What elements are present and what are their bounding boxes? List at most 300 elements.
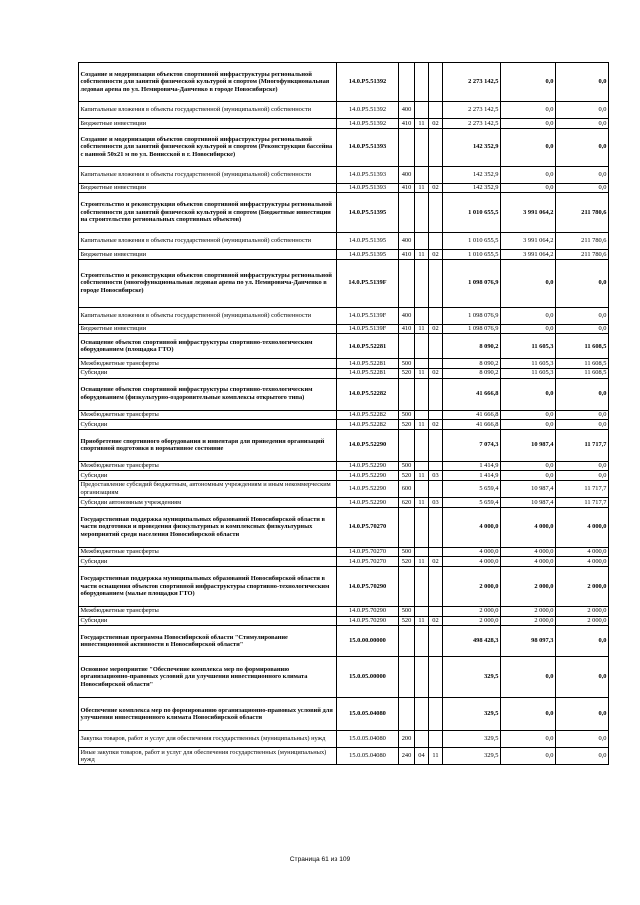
table-row — [79, 63, 609, 102]
row-section — [415, 657, 429, 698]
row-subsection — [429, 102, 443, 119]
row-value-year3: 0,0 — [556, 183, 609, 193]
row-value-year1: 142 352,9 — [443, 128, 501, 166]
row-name: Капитальные вложения в объекты государственной (муниципальной) собственности — [79, 102, 337, 119]
row-value-year1: 8 090,2 — [443, 368, 501, 378]
row-section — [415, 731, 429, 748]
row-value-year3: 0,0 — [556, 748, 609, 765]
row-name: Межбюджетные трансферты — [79, 461, 337, 471]
row-code: 14.0.P5.51395 — [337, 193, 399, 233]
row-code: 14.0.P5.70270 — [337, 547, 399, 557]
row-subsection — [429, 626, 443, 657]
row-section — [415, 233, 429, 250]
row-value-year1: 8 090,2 — [443, 334, 501, 359]
row-value-year3: 11 717,7 — [556, 480, 609, 497]
row-expense-type: 400 — [399, 166, 415, 183]
row-value-year1: 329,5 — [443, 731, 501, 748]
row-code: 14.0.P5.70290 — [337, 616, 399, 626]
row-code: 14.0.P5.51393 — [337, 166, 399, 183]
table-row — [79, 420, 609, 430]
row-code: 15.0.05.04080 — [337, 698, 399, 731]
row-value-year2: 0,0 — [501, 378, 556, 410]
row-value-year1: 2 000,0 — [443, 606, 501, 616]
row-code: 14.0.P5.52282 — [337, 378, 399, 410]
row-name: Обеспечение комплекса мер по формированию организационно-правовых условий для улучшения инвестиционного климата Новосибирской области — [79, 698, 337, 731]
row-name: Межбюджетные трансферты — [79, 359, 337, 369]
row-subsection — [429, 233, 443, 250]
row-subsection — [429, 193, 443, 233]
row-value-year1: 1 098 076,9 — [443, 259, 501, 307]
row-name: Капитальные вложения в объекты государственной (муниципальной) собственности — [79, 166, 337, 183]
row-code: 15.0.05.04080 — [337, 731, 399, 748]
row-expense-type — [399, 334, 415, 359]
row-value-year3: 0,0 — [556, 471, 609, 481]
row-section — [415, 193, 429, 233]
row-name: Оснащение объектов спортивной инфраструктуры спортивно-технологическим оборудованием (физкультурно-оздоровительные комплексы открытого типа) — [79, 378, 337, 410]
row-value-year3: 11 608,5 — [556, 368, 609, 378]
row-section: 11 — [415, 616, 429, 626]
row-value-year1: 41 666,8 — [443, 410, 501, 420]
table-row — [79, 250, 609, 260]
row-expense-type: 620 — [399, 498, 415, 508]
table-row — [79, 102, 609, 119]
row-value-year3: 11 608,5 — [556, 334, 609, 359]
table-row — [79, 616, 609, 626]
row-name: Бюджетные инвестиции — [79, 183, 337, 193]
row-section — [415, 307, 429, 324]
row-section — [415, 429, 429, 461]
row-expense-type — [399, 193, 415, 233]
table-row — [79, 657, 609, 698]
row-subsection — [429, 731, 443, 748]
table-row — [79, 368, 609, 378]
table-row — [79, 429, 609, 461]
row-name: Субсидии — [79, 616, 337, 626]
row-subsection — [429, 166, 443, 183]
row-value-year3: 0,0 — [556, 307, 609, 324]
row-code: 14.0.P5.51392 — [337, 119, 399, 129]
row-value-year1: 5 659,4 — [443, 498, 501, 508]
table-row — [79, 128, 609, 166]
row-value-year1: 1 414,9 — [443, 461, 501, 471]
row-subsection — [429, 128, 443, 166]
row-value-year2: 98 097,3 — [501, 626, 556, 657]
row-name: Субсидии — [79, 557, 337, 567]
row-value-year2: 0,0 — [501, 461, 556, 471]
row-value-year1: 1 010 655,5 — [443, 250, 501, 260]
row-value-year3: 0,0 — [556, 166, 609, 183]
row-expense-type: 520 — [399, 471, 415, 481]
row-value-year3: 2 000,0 — [556, 606, 609, 616]
table-row — [79, 410, 609, 420]
row-name: Бюджетные инвестиции — [79, 119, 337, 129]
row-code: 14.0.P5.52281 — [337, 368, 399, 378]
row-code: 15.0.05.04080 — [337, 748, 399, 765]
row-subsection — [429, 307, 443, 324]
row-value-year2: 0,0 — [501, 410, 556, 420]
row-code: 14.0.P5.52282 — [337, 410, 399, 420]
row-subsection: 02 — [429, 119, 443, 129]
row-code: 14.0.P5.70290 — [337, 606, 399, 616]
row-value-year2: 11 605,3 — [501, 359, 556, 369]
row-expense-type: 500 — [399, 461, 415, 471]
row-section — [415, 480, 429, 497]
row-value-year1: 329,5 — [443, 657, 501, 698]
row-value-year1: 2 273 142,5 — [443, 102, 501, 119]
row-name: Межбюджетные трансферты — [79, 606, 337, 616]
row-code: 14.0.P5.52290 — [337, 461, 399, 471]
row-value-year1: 7 074,3 — [443, 429, 501, 461]
row-value-year2: 10 987,4 — [501, 498, 556, 508]
table-row — [79, 698, 609, 731]
row-subsection — [429, 566, 443, 606]
row-value-year3: 11 717,7 — [556, 429, 609, 461]
row-section — [415, 102, 429, 119]
row-subsection: 02 — [429, 250, 443, 260]
row-section — [415, 547, 429, 557]
row-expense-type — [399, 378, 415, 410]
row-expense-type — [399, 698, 415, 731]
row-subsection: 03 — [429, 498, 443, 508]
row-code: 14.0.P5.51395 — [337, 250, 399, 260]
row-section: 11 — [415, 498, 429, 508]
row-name: Приобретение спортивного оборудования и инвентаря для приведения организаций спортивной подготовки в нормативное состояние — [79, 429, 337, 461]
row-section: 11 — [415, 368, 429, 378]
row-code: 14.0.P5.52290 — [337, 480, 399, 497]
row-expense-type: 200 — [399, 731, 415, 748]
table-row — [79, 480, 609, 497]
row-value-year1: 8 090,2 — [443, 359, 501, 369]
row-section: 11 — [415, 471, 429, 481]
table-row — [79, 498, 609, 508]
row-name: Межбюджетные трансферты — [79, 410, 337, 420]
row-name: Предоставление субсидий бюджетным, автономным учреждениям и иным некоммерческим организациям — [79, 480, 337, 497]
row-subsection — [429, 657, 443, 698]
row-name: Закупка товаров, работ и услуг для обеспечения государственных (муниципальных) нужд — [79, 731, 337, 748]
row-subsection: 02 — [429, 557, 443, 567]
row-value-year2: 0,0 — [501, 128, 556, 166]
row-value-year2: 11 605,3 — [501, 334, 556, 359]
table-row — [79, 471, 609, 481]
row-value-year2: 0,0 — [501, 324, 556, 334]
row-value-year3: 0,0 — [556, 259, 609, 307]
row-value-year3: 4 000,0 — [556, 557, 609, 567]
row-subsection — [429, 461, 443, 471]
row-subsection — [429, 259, 443, 307]
row-value-year3: 4 000,0 — [556, 507, 609, 547]
table-row — [79, 166, 609, 183]
row-value-year3: 2 000,0 — [556, 616, 609, 626]
table-row — [79, 557, 609, 567]
row-name: Капитальные вложения в объекты государственной (муниципальной) собственности — [79, 233, 337, 250]
row-value-year2: 0,0 — [501, 471, 556, 481]
row-value-year2: 0,0 — [501, 259, 556, 307]
row-value-year2: 11 605,3 — [501, 368, 556, 378]
row-value-year3: 11 608,5 — [556, 359, 609, 369]
row-value-year2: 4 000,0 — [501, 507, 556, 547]
row-value-year1: 2 000,0 — [443, 616, 501, 626]
row-subsection — [429, 507, 443, 547]
row-name: Государственная поддержка муниципальных образований Новосибирской области в части подготовки и проведения физкультурных и комплексных физкультурных мероприятий среди населения Новосибирской области — [79, 507, 337, 547]
row-expense-type — [399, 429, 415, 461]
row-code: 14.0.P5.52282 — [337, 420, 399, 430]
row-section — [415, 166, 429, 183]
row-value-year2: 0,0 — [501, 119, 556, 129]
row-name: Межбюджетные трансферты — [79, 547, 337, 557]
row-code: 14.0.P5.5139F — [337, 259, 399, 307]
row-value-year3: 0,0 — [556, 461, 609, 471]
row-section: 11 — [415, 183, 429, 193]
row-code: 14.0.P5.51392 — [337, 102, 399, 119]
row-value-year1: 2 000,0 — [443, 566, 501, 606]
row-subsection — [429, 359, 443, 369]
row-subsection — [429, 698, 443, 731]
row-value-year2: 0,0 — [501, 63, 556, 102]
table-row — [79, 507, 609, 547]
row-value-year3: 211 780,6 — [556, 233, 609, 250]
row-expense-type — [399, 63, 415, 102]
row-value-year2: 2 000,0 — [501, 606, 556, 616]
row-value-year2: 0,0 — [501, 748, 556, 765]
row-section — [415, 378, 429, 410]
table-row — [79, 378, 609, 410]
row-name: Капитальные вложения в объекты государственной (муниципальной) собственности — [79, 307, 337, 324]
row-subsection — [429, 480, 443, 497]
row-section — [415, 566, 429, 606]
row-expense-type — [399, 507, 415, 547]
row-name: Создание и модернизация объектов спортивной инфраструктуры региональной собственности для занятий физической культурой и спортом (Многофункциональная ледовая арена по ул. Немировича-Данченко в городе Новосибирске) — [79, 63, 337, 102]
row-code: 14.0.P5.52290 — [337, 429, 399, 461]
row-section: 11 — [415, 557, 429, 567]
row-value-year1: 1 414,9 — [443, 471, 501, 481]
row-expense-type: 500 — [399, 410, 415, 420]
row-subsection — [429, 378, 443, 410]
row-expense-type: 520 — [399, 616, 415, 626]
table-row — [79, 626, 609, 657]
row-value-year1: 1 098 076,9 — [443, 307, 501, 324]
row-subsection: 02 — [429, 324, 443, 334]
row-value-year3: 211 780,6 — [556, 193, 609, 233]
row-section: 11 — [415, 324, 429, 334]
row-expense-type: 520 — [399, 557, 415, 567]
row-expense-type: 520 — [399, 420, 415, 430]
table-row — [79, 259, 609, 307]
row-subsection — [429, 410, 443, 420]
row-value-year1: 4 000,0 — [443, 557, 501, 567]
row-value-year1: 5 659,4 — [443, 480, 501, 497]
row-subsection: 02 — [429, 616, 443, 626]
row-expense-type: 410 — [399, 183, 415, 193]
row-value-year1: 41 666,8 — [443, 420, 501, 430]
row-expense-type: 240 — [399, 748, 415, 765]
row-name: Оснащение объектов спортивной инфраструктуры спортивно-технологическим оборудованием (площадка ГТО) — [79, 334, 337, 359]
row-expense-type — [399, 259, 415, 307]
table-row — [79, 566, 609, 606]
row-value-year2: 0,0 — [501, 102, 556, 119]
row-subsection — [429, 606, 443, 616]
row-value-year2: 0,0 — [501, 731, 556, 748]
row-value-year3: 11 717,7 — [556, 498, 609, 508]
row-code: 14.0.P5.52281 — [337, 359, 399, 369]
row-expense-type: 500 — [399, 547, 415, 557]
row-name: Создание и модернизация объектов спортивной инфраструктуры региональной собственности для занятий физической культурой и спортом (Реконструкция бассейна с ванной 50х21 м по ул. Вонисской в г. Новосибирске) — [79, 128, 337, 166]
row-value-year1: 1 010 655,5 — [443, 233, 501, 250]
row-name: Бюджетные инвестиции — [79, 250, 337, 260]
row-code: 14.0.P5.5139F — [337, 324, 399, 334]
table-row — [79, 119, 609, 129]
row-value-year2: 0,0 — [501, 307, 556, 324]
table-row — [79, 748, 609, 765]
row-section — [415, 410, 429, 420]
row-value-year3: 0,0 — [556, 128, 609, 166]
row-value-year3: 0,0 — [556, 119, 609, 129]
row-value-year2: 3 991 064,2 — [501, 250, 556, 260]
row-value-year1: 329,5 — [443, 748, 501, 765]
row-section — [415, 259, 429, 307]
row-code: 14.0.P5.51395 — [337, 233, 399, 250]
row-code: 15.0.05.00000 — [337, 657, 399, 698]
row-subsection: 02 — [429, 368, 443, 378]
row-section — [415, 63, 429, 102]
row-code: 14.0.P5.52281 — [337, 334, 399, 359]
table-row — [79, 307, 609, 324]
row-section: 11 — [415, 119, 429, 129]
table-row — [79, 324, 609, 334]
row-section — [415, 334, 429, 359]
row-subsection: 02 — [429, 183, 443, 193]
row-expense-type — [399, 626, 415, 657]
row-expense-type: 400 — [399, 233, 415, 250]
row-value-year3: 0,0 — [556, 626, 609, 657]
row-expense-type: 410 — [399, 250, 415, 260]
row-name: Строительство и реконструкция объектов спортивной инфраструктуры региональной собственности (многофункциональная ледовая арена по ул. Немировича-Данченко в городе Новосибирске) — [79, 259, 337, 307]
row-subsection: 02 — [429, 420, 443, 430]
row-value-year3: 0,0 — [556, 102, 609, 119]
row-code: 14.0.P5.52290 — [337, 498, 399, 508]
row-expense-type: 520 — [399, 368, 415, 378]
row-section: 04 — [415, 748, 429, 765]
row-code: 14.0.P5.52290 — [337, 471, 399, 481]
row-value-year2: 0,0 — [501, 420, 556, 430]
row-value-year1: 41 666,8 — [443, 378, 501, 410]
row-code: 14.0.P5.70270 — [337, 507, 399, 547]
row-value-year3: 0,0 — [556, 731, 609, 748]
row-expense-type: 400 — [399, 102, 415, 119]
row-value-year2: 0,0 — [501, 698, 556, 731]
row-name: Основное мероприятие "Обеспечение комплекса мер по формированию организационно-правовых условий для улучшения инвестиционного климата Новосибирской области" — [79, 657, 337, 698]
row-subsection — [429, 429, 443, 461]
page-footer: Страница 61 из 109 — [289, 856, 351, 863]
table-row — [79, 731, 609, 748]
row-code: 14.0.P5.51393 — [337, 128, 399, 166]
row-name: Субсидии — [79, 420, 337, 430]
row-section: 11 — [415, 420, 429, 430]
row-value-year2: 4 000,0 — [501, 547, 556, 557]
row-expense-type: 400 — [399, 307, 415, 324]
row-name: Субсидии автономным учреждениям — [79, 498, 337, 508]
row-section — [415, 606, 429, 616]
row-code: 14.0.P5.5139F — [337, 307, 399, 324]
row-section — [415, 698, 429, 731]
row-name: Государственная поддержка муниципальных образований Новосибирской области в части оснащения объектов спортивной инфраструктуры спортивно-технологическим оборудованием (малые площадки ГТО) — [79, 566, 337, 606]
row-value-year3: 0,0 — [556, 63, 609, 102]
row-subsection — [429, 547, 443, 557]
row-expense-type: 410 — [399, 324, 415, 334]
table-row — [79, 183, 609, 193]
row-value-year2: 0,0 — [501, 166, 556, 183]
row-subsection — [429, 63, 443, 102]
row-name: Субсидии — [79, 471, 337, 481]
row-expense-type — [399, 128, 415, 166]
row-value-year3: 0,0 — [556, 324, 609, 334]
row-value-year2: 3 991 064,2 — [501, 193, 556, 233]
row-value-year3: 2 000,0 — [556, 566, 609, 606]
row-value-year1: 142 352,9 — [443, 166, 501, 183]
row-value-year3: 0,0 — [556, 698, 609, 731]
row-code: 14.0.P5.70270 — [337, 557, 399, 567]
row-value-year1: 142 352,9 — [443, 183, 501, 193]
row-value-year1: 498 428,3 — [443, 626, 501, 657]
row-name: Строительство и реконструкция объектов спортивной инфраструктуры региональной собственности для занятий физической культурой и спортом (Бюджетные инвестиции на строительство региональных спортивных объектов) — [79, 193, 337, 233]
table-row — [79, 359, 609, 369]
row-value-year2: 10 987,4 — [501, 480, 556, 497]
row-name: Государственная программа Новосибирской области "Стимулирование инвестиционной активности в Новосибирской области" — [79, 626, 337, 657]
row-value-year1: 2 273 142,5 — [443, 119, 501, 129]
row-section — [415, 626, 429, 657]
row-expense-type: 500 — [399, 359, 415, 369]
row-code: 15.0.00.00000 — [337, 626, 399, 657]
row-value-year3: 0,0 — [556, 378, 609, 410]
budget-table — [78, 62, 609, 765]
row-value-year2: 4 000,0 — [501, 557, 556, 567]
table-row — [79, 233, 609, 250]
row-value-year2: 3 991 064,2 — [501, 233, 556, 250]
row-code: 14.0.P5.51392 — [337, 63, 399, 102]
row-value-year3: 0,0 — [556, 657, 609, 698]
row-value-year3: 0,0 — [556, 420, 609, 430]
row-expense-type: 600 — [399, 480, 415, 497]
row-value-year2: 2 000,0 — [501, 616, 556, 626]
row-value-year3: 4 000,0 — [556, 547, 609, 557]
row-value-year1: 4 000,0 — [443, 547, 501, 557]
row-expense-type: 500 — [399, 606, 415, 616]
row-subsection: 03 — [429, 471, 443, 481]
row-name: Субсидии — [79, 368, 337, 378]
row-value-year2: 2 000,0 — [501, 566, 556, 606]
row-section — [415, 128, 429, 166]
row-section — [415, 359, 429, 369]
row-expense-type: 410 — [399, 119, 415, 129]
table-row — [79, 461, 609, 471]
row-code: 14.0.P5.70290 — [337, 566, 399, 606]
row-expense-type — [399, 566, 415, 606]
table-row — [79, 606, 609, 616]
row-name: Бюджетные инвестиции — [79, 324, 337, 334]
table-row — [79, 193, 609, 233]
row-subsection — [429, 334, 443, 359]
row-section — [415, 461, 429, 471]
row-value-year1: 4 000,0 — [443, 507, 501, 547]
row-expense-type — [399, 657, 415, 698]
row-value-year3: 0,0 — [556, 410, 609, 420]
row-section — [415, 507, 429, 547]
row-value-year1: 1 098 076,9 — [443, 324, 501, 334]
table-row — [79, 334, 609, 359]
row-value-year3: 211 780,6 — [556, 250, 609, 260]
row-section: 11 — [415, 250, 429, 260]
row-value-year2: 0,0 — [501, 657, 556, 698]
table-row — [79, 547, 609, 557]
